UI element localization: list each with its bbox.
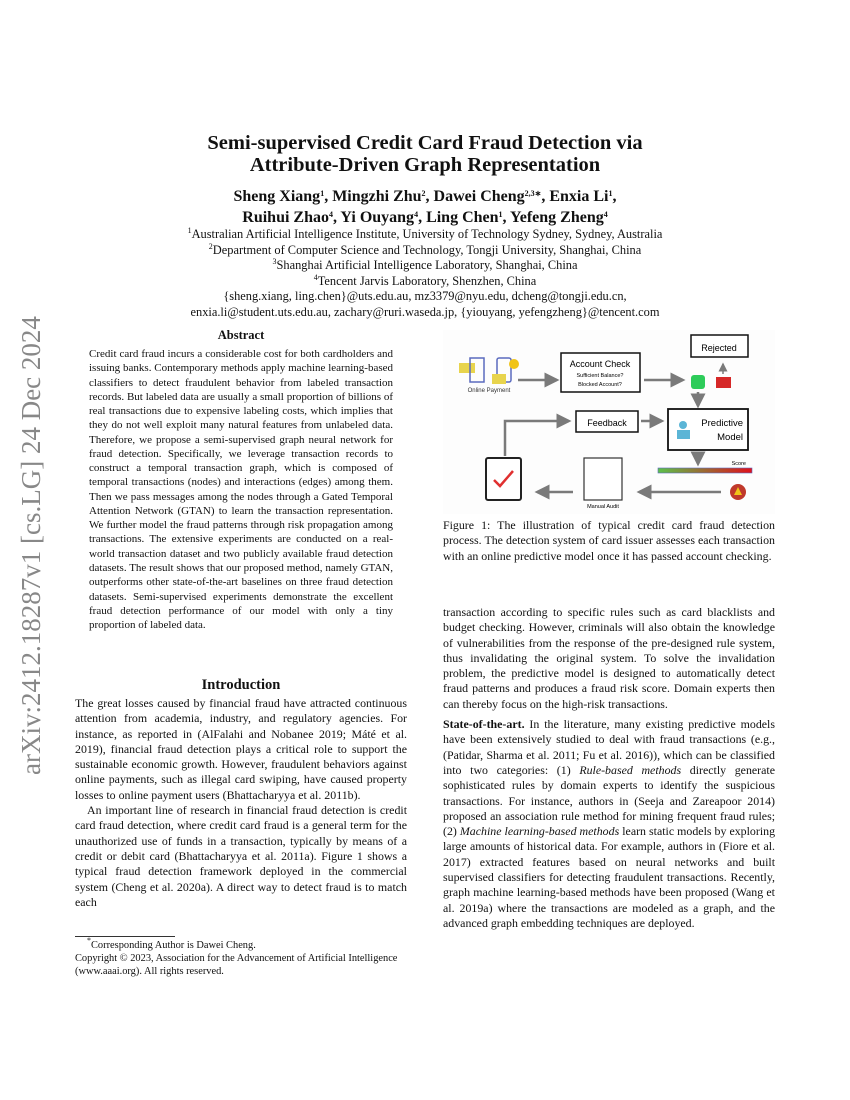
- author: Ling Chen: [426, 209, 499, 226]
- affiliation: $^4$Tencent Jarvis Laboratory, Shenzhen, China: [313, 272, 537, 288]
- author: Sheng Xiang: [233, 188, 321, 205]
- author-sup: 4: [329, 210, 333, 219]
- affiliations: [100, 227, 750, 320]
- author: Yi Ouyang: [340, 209, 415, 226]
- affiliation: $^2$Department of Computer Science and Technology, Tongji University, Shanghai, China: [208, 241, 642, 257]
- introduction-body: [75, 696, 407, 910]
- predictive-model-box: [668, 409, 748, 450]
- score-label: Score: [731, 461, 746, 467]
- author: Ruihui Zhao: [242, 209, 329, 226]
- affiliation: $^3$Shanghai Artificial Intelligence Laboratory, Shanghai, China: [272, 257, 578, 272]
- account-check-label: Account Check: [569, 359, 631, 369]
- feedback-label: Feedback: [587, 418, 627, 428]
- email-line: enxia.li@student.uts.edu.au, zachary@ruri.waseda.jp, {yiouyang, yefengzheng}@tencent.com: [190, 304, 660, 319]
- author-sup: 4: [603, 210, 608, 219]
- copyright: Copyright © 2023, Association for the Advancement of Artificial Intelligence (www.aaai.org). All rights reserved.: [75, 953, 398, 977]
- title-line: Semi-supervised Credit Card Fraud Detection via: [207, 132, 643, 154]
- manual-audit-label: Manual Audit: [587, 504, 619, 510]
- paragraph-heading: State-of-the-art.: [443, 717, 525, 732]
- author: Yefeng Zheng: [509, 209, 604, 226]
- figure-caption: Figure 1: The illustration of typical credit card fraud detection process. The detection system of card issuer assesses each transaction with an online predictive model once it has passed account checking.: [443, 518, 775, 563]
- abstract-text: Credit card fraud incurs a considerable cost for both cardholders and issuing banks. Contemporary methods apply machine learning-based classifiers to detect fraudulent behavior from labeled transaction records. But labeled data are usually a small proportion of billions of real transactions due to expensive labeling costs, which implies that they do not well exploit many natural features from unlabeled data. Therefore, we propose a semi-supervised graph neural network for fraud detection. Specifically, we leverage transaction records to construct a temporal transaction graph, which is composed of temporal transactions (nodes) and interactions (edges) among them. Then we pass messages among the nodes through a Gated Temporal Attention Network (GTAN) to learn the transaction representation. We further model the fraud patterns through risk propagation among transactions. The extensive experiments are conducted on a real-world transaction dataset and two publicly available fraud detection datasets. The result shows that our proposed method, namely GTAN, outperforms other state-of-the-art baselines on three fraud detection datasets. Semi-supervised experiments demonstrate the excellent fraud detection performance of our model with only a tiny proportion of labeled data.: [89, 348, 393, 632]
- email-line: {sheng.xiang, ling.chen}@uts.edu.au, mz3379@nyu.edu, dcheng@tongji.edu.cn,: [223, 289, 627, 303]
- clipboard-icon: [486, 458, 521, 500]
- sufficient-balance-label: Sufficient Balance?: [576, 373, 624, 379]
- author-sup: 1: [498, 210, 503, 219]
- rejected-icon: [716, 377, 731, 388]
- paragraph: An important line of research in financial fraud detection is credit card fraud detection, where credit card fraud is a general term for the unauthorized use of funds in a transaction, typically by means of a credit or debit card (Bhattacharyya et al. 2011a). Figure 1 shows a typical fraud detection framework deployed in the commercial system (Cheng et al. 2020a). A direct way to detect fraud is to match each: [75, 803, 407, 909]
- analyst-icon: [679, 421, 687, 429]
- paragraph: State-of-the-art. In the literature, many existing predictive models have been extensively studied to deal with fraud transactions (e.g., (Patidar, Sharma et al. 2011; Fu et al. 2016)), which can be classified into two categories: (1) Rule-based methods directly generate sophisticated rules by domain experts to identify the suspicious transactions. For instance, authors in (Seeja and Zareapoor 2014) proposed an association rule method for mining frequent fraud rules; (2) Machine learning-based methods learn static models by exploring large amounts of historical data. For example, authors in (Fiore et al. 2017) extracted features based on neural networks and built supervised classifiers for detecting fraudulent transactions. Recently, graph machine learning-based methods have been proposed (Wang et al. 2019a) where the transactions are modeled as a graph, and the advanced graph embedding techniques are deployed.: [443, 717, 776, 930]
- paragraph: transaction according to specific rules such as card blacklists and budget checking. However, criminals will also obtain the knowledge of vulnerabilities from the response of the pre-designed rule system, thus invalidating the original system. To solve the invalidation problem, the predictive model is designed to automatically detect fraud patterns and produces a fraud risk score. Domain experts then can thereby focus on the high-risk transactions.: [443, 605, 775, 711]
- author: Dawei Cheng: [433, 188, 525, 205]
- abstract-heading: Abstract: [217, 328, 265, 342]
- affiliation: $^1$Australian Artificial Intelligence Institute, University of Technology Sydney, Sydney, Australia: [187, 226, 663, 241]
- right-column-body: [443, 605, 775, 931]
- approved-icon: [691, 375, 705, 389]
- score-bar: [658, 468, 752, 473]
- author: Enxia Li: [549, 188, 609, 205]
- author-sup: 1: [320, 189, 325, 198]
- author: Mingzhi Zhu: [332, 188, 422, 205]
- rejected-label: Rejected: [701, 343, 737, 353]
- author-sup: 4: [414, 210, 419, 219]
- title-line: Attribute-Driven Graph Representation: [249, 154, 601, 176]
- arxiv-stamp: arXiv:2412.18287v1 [cs.LG] 24 Dec 2024: [16, 316, 46, 775]
- manual-audit-icon: [584, 458, 622, 500]
- author-sup: 2: [421, 189, 426, 198]
- online-payment-label: Online Payment: [467, 388, 511, 394]
- figure-1: [443, 330, 775, 514]
- footnote: *Corresponding Author is Dawei Cheng. Copyright © 2023, Association for the Advancement of Artificial Intelligence (www.aaai.org). All rights reserved.: [75, 939, 407, 978]
- paragraph: The great losses caused by financial fraud have attracted continuous attention from academia, industry, and regulatory agencies. For instance, as reported in (AlFalahi and Nobanee 2019; Máté et al. 2019), financial fraud detection plays a critical role to support the sustainable economic growth. However, fraudulent behaviors against online payments, such as illegal card swiping, have caused property losses to online payment users (Bhattacharyya et al. 2011b).: [75, 696, 407, 802]
- author-sup: 1: [608, 189, 613, 198]
- paper-title: [100, 132, 750, 176]
- author-sup: 2,3∗: [524, 189, 542, 198]
- model-label: Model: [717, 432, 743, 443]
- blocked-account-label: Blocked Account?: [578, 382, 622, 388]
- introduction-heading: Introduction: [201, 677, 281, 693]
- author-list: Sheng Xiang$^1$, Mingzhi Zhu$^2$, Dawei Cheng$^{2,3∗}$, Enxia Li$^1$, Ruihui Zhao$^4$, Yi Ouyang$^4$, Ling Chen$^1$, Yefeng Zheng$^4$: [233, 188, 617, 226]
- predictive-label: Predictive: [701, 418, 743, 429]
